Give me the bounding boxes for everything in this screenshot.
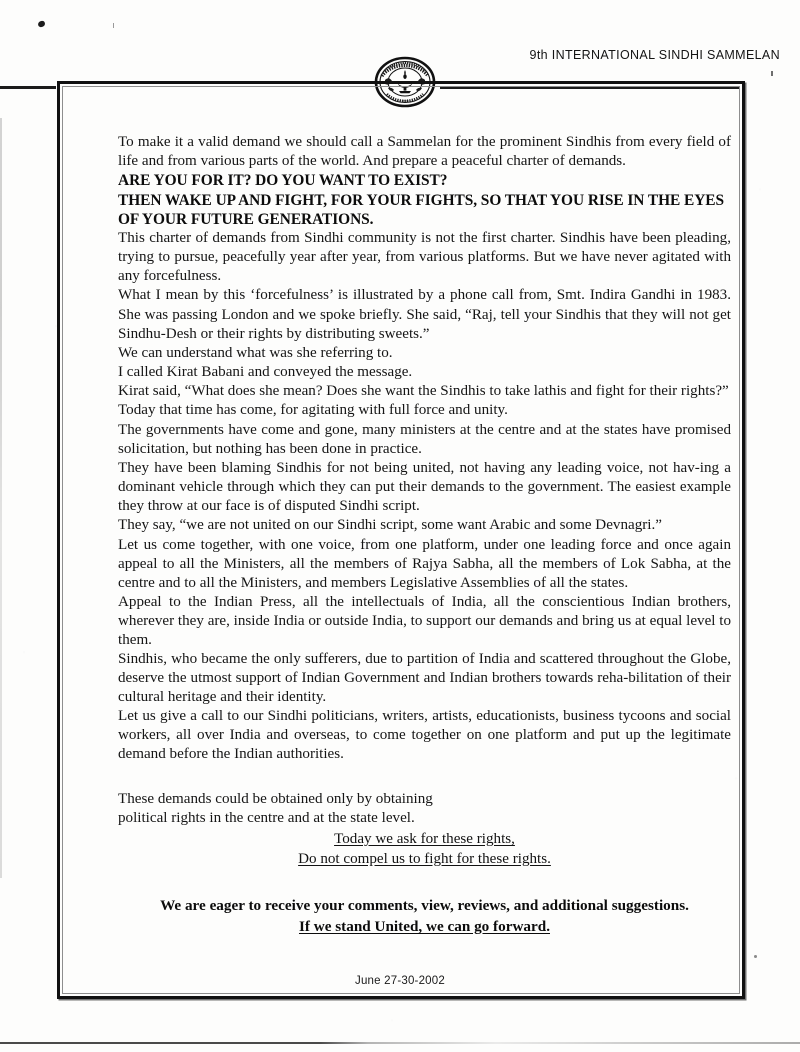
paragraph-sufferers: Sindhis, who became the only sufferers, due to partition of India and scattered throughout the Globe, deserve the utmost support of Indian Government and Indian brothers towards reha-bilitation of their cultural heritage and their identity.	[118, 650, 731, 705]
scan-edge-bottom	[0, 1042, 800, 1044]
paragraph-charter-history: This charter of demands from Sindhi community is not the first charter. Sindhis have been pleading, trying to pursue, peacefully year after year, from various platforms. But we have never agitated with any forcefulness.	[118, 230, 731, 285]
paragraph-call-to-action: Let us give a call to our Sindhi politicians, writers, artists, educationists, business tycoons and social workers, all over India and overseas, to come together on one platform and put up the legitimate demand before the Indian authorities.	[118, 707, 731, 763]
paragraph-kirat-quote: Kirat said, “What does she mean? Does she want the Sindhis to take lathis and fight for their rights?”	[118, 383, 729, 400]
paragraph-indira-gandhi: What I mean by this ‘forcefulness’ is illustrated by a phone call from, Smt. Indira Gandhi in 1983. She was passing London and we spoke briefly. She said, “Raj, tell your Sindhis that they will not get Sindhu-Desh or their rights by distributing sweets.”	[118, 287, 731, 342]
spacer-2	[118, 869, 731, 895]
final-slogan-text: If we stand United, we can go forward.	[298, 917, 550, 935]
page-title: 9th INTERNATIONAL SINDHI SAMMELAN	[529, 48, 780, 62]
footer-date: June 27-30-2002	[355, 975, 445, 987]
scan-edge-left	[0, 118, 2, 878]
final-slogan	[118, 916, 731, 937]
slogan-do-not-compel-text: Do not compel us to fight for these rights.	[298, 850, 551, 867]
paragraph-governments: The governments have come and gone, many ministers at the centre and at the states have promised solicitation, but nothing has been done in practice.	[118, 421, 731, 457]
heading-wake-up-and-fight: THEN WAKE UP AND FIGHT, FOR YOUR FIGHTS, SO THAT YOU RISE IN THE EYES OF YOUR FUTURE GENERATIONS.	[118, 191, 725, 228]
final-invitation: We are eager to receive your comments, view, reviews, and additional suggestions.	[160, 896, 689, 914]
paragraph-understand: We can understand what was she referring to.	[118, 344, 393, 361]
paragraph-blaming-sindhis: They have been blaming Sindhis for not being united, not having any leading voice, not hav-ing a dominant vehicle through which they can put their demands to the government. The easiest example they throw at our face is of disputed Sindhi script.	[118, 459, 731, 515]
paragraph-kirat-babani: I called Kirat Babani and conveyed the message.	[118, 364, 413, 380]
header-rule-left	[0, 86, 56, 89]
document-body	[118, 133, 731, 937]
scan-artifact-right	[771, 71, 773, 76]
paragraph-appeal-press: Appeal to the Indian Press, all the intellectuals of India, all the conscientious Indian brothers, wherever they are, inside India or outside India, to support our demands and bring us at equal level to them.	[118, 593, 731, 648]
slogan-today-we-ask	[118, 829, 731, 849]
scan-artifact-tick	[113, 23, 114, 28]
paragraph-time-has-come: Today that time has come, for agitating with full force and unity.	[118, 402, 508, 419]
paragraph-intro: To make it a valid demand we should call a Sammelan for the prominent Sindhis from every field of life and from various parts of the world. And prepare a peaceful charter of demands.	[118, 134, 731, 170]
spacer	[118, 764, 731, 790]
heading-are-you-for-it: ARE YOU FOR IT? DO YOU WANT TO EXIST?	[118, 172, 448, 190]
slogan-do-not-compel	[118, 849, 731, 869]
closing-line-1: These demands could be obtained only by obtaining	[118, 791, 433, 808]
scan-artifact-bottom	[754, 955, 757, 958]
paragraph-script-dispute: They say, “we are not united on our Sindhi script, some want Arabic and some Devnagri.”	[118, 517, 662, 534]
scan-artifact-speck	[37, 20, 46, 28]
paragraph-come-together: Let us come together, with one voice, from one platform, under one leading force and once again appeal to all the Ministers, all the members of Rajya Sabha, all the members of Lok Sabha, at the centre and to all the Ministers, and members Legislative Assemblies of all the states.	[118, 536, 731, 591]
svg-text:2002: 2002	[401, 99, 409, 104]
slogan-today-we-ask-text: Today we ask for these rights,	[334, 830, 515, 847]
closing-line-2: political rights in the centre and at the state level.	[118, 810, 415, 827]
